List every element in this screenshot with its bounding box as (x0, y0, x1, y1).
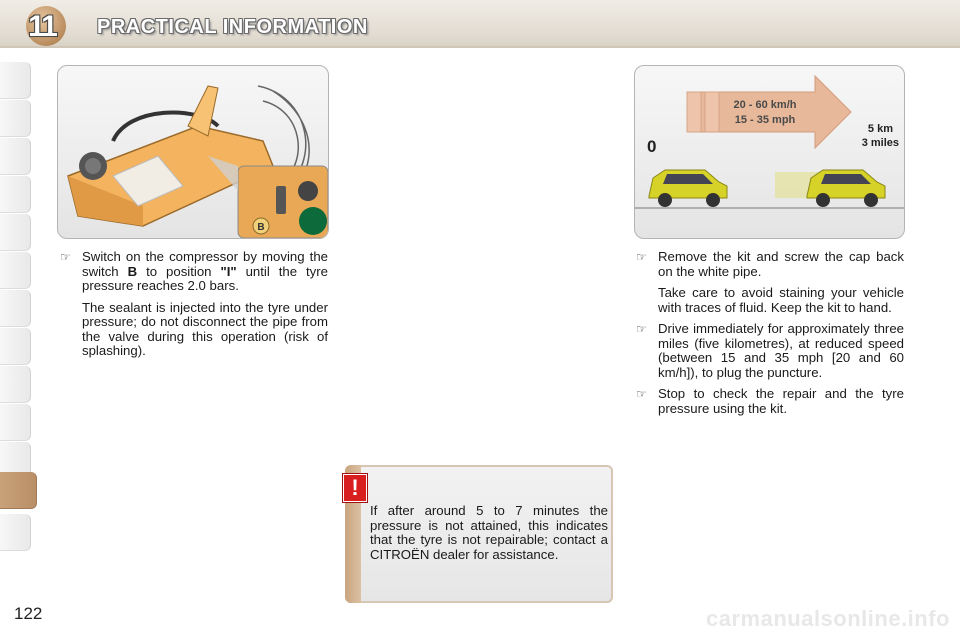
instruction-text: Remove the kit and screw the cap back on the white pipe. (658, 249, 904, 279)
switch-label: B (127, 263, 138, 279)
side-tab[interactable] (0, 290, 31, 327)
warning-exclamation-icon: ! (343, 474, 367, 502)
page-header (0, 0, 960, 48)
side-tab[interactable] (0, 138, 31, 175)
staining-note: Take care to avoid staining your vehicle with traces of fluid. Keep the kit to hand. (658, 285, 904, 315)
side-tab[interactable] (0, 252, 31, 289)
sealant-note: The sealant is injected into the tyre under pressure; do not disconnect the pipe from the valve during this operation (risk of splashing). (82, 299, 328, 358)
side-tab[interactable] (0, 100, 31, 137)
instruction-text: until the tyre pressure reaches 2.0 bars. (82, 263, 328, 293)
side-tab[interactable] (0, 366, 31, 403)
warning-text: If after around 5 to 7 minutes the pressure is not attained, this indicates that the tyre is not repairable; contact a CITROËN dealer for assistance. (370, 503, 608, 562)
compressor-kit-illustration (57, 65, 329, 239)
pointing-hand-icon: ☞ (636, 387, 647, 401)
right-text-column (634, 250, 904, 423)
side-tab[interactable] (0, 62, 31, 99)
instruction-text: to position (137, 263, 221, 279)
left-text-column (58, 250, 328, 366)
watermark: carmanualsonline.info (706, 606, 950, 631)
position-label: "I" (220, 263, 237, 279)
side-tab[interactable] (0, 328, 31, 365)
pointing-hand-icon: ☞ (60, 250, 71, 264)
speed-kmh-label: 20 - 60 km/h (733, 99, 797, 111)
instruction-stop-check (634, 387, 904, 416)
instruction-text: Switch on the compressor by moving the switch (82, 249, 328, 279)
start-label: 0 (647, 137, 657, 156)
page-title: PRACTICAL INFORMATION (97, 16, 368, 38)
pointing-hand-icon: ☞ (636, 250, 647, 264)
page-number: 122 (14, 604, 43, 623)
side-tab[interactable] (0, 176, 31, 213)
instruction-drive (634, 322, 904, 380)
side-tab[interactable] (0, 514, 31, 551)
instruction-switch-on (58, 250, 328, 294)
distance-miles-label: 3 miles (861, 137, 899, 149)
side-tab-rail (0, 52, 34, 572)
distance-km-label: 5 km (867, 123, 893, 135)
speed-mph-label: 15 - 35 mph (734, 114, 796, 126)
side-tab[interactable] (0, 404, 31, 441)
speed-distance-illustration (634, 65, 905, 239)
car-start (649, 170, 727, 207)
chapter-number: 11 (28, 10, 56, 43)
car-end (775, 170, 885, 207)
instruction-text: Drive immediately for approximately three miles (five kilometres), at reduced speed (between 15 and 35 mph [20 and 60 km/h]), to plug the puncture. (658, 321, 904, 380)
side-tab[interactable] (0, 214, 31, 251)
pointing-hand-icon: ☞ (636, 322, 647, 336)
instruction-text: Stop to check the repair and the tyre pressure using the kit. (658, 386, 904, 416)
chapter-badge (12, 6, 82, 48)
side-tab-active[interactable] (0, 472, 37, 509)
callout-label-b: B (257, 222, 265, 233)
instruction-remove-kit (634, 250, 904, 279)
